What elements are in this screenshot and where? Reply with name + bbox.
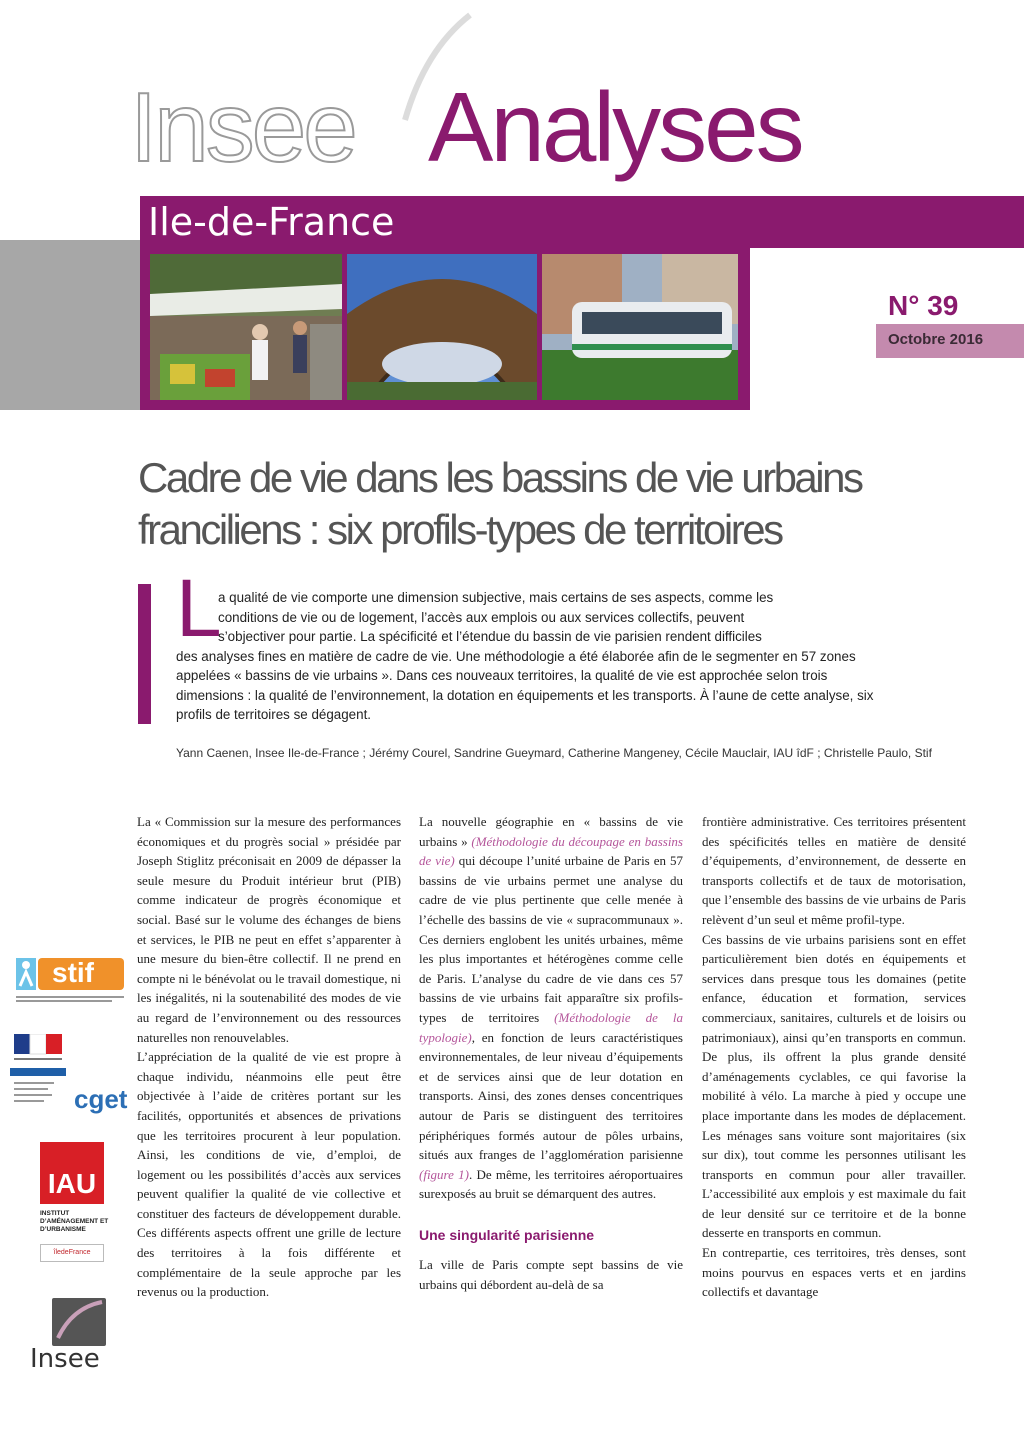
issue-date: Octobre 2016 bbox=[888, 331, 984, 348]
header-photo-strip bbox=[140, 248, 750, 410]
header-grey-band bbox=[0, 240, 140, 410]
iau-logo-subtitle: INSTITUT D’AMÉNAGEMENT ET D’URBANISME bbox=[40, 1210, 109, 1233]
market-photo bbox=[150, 254, 342, 400]
brand-insee: Insee bbox=[130, 72, 355, 182]
insee-logo-wordmark: Insee bbox=[30, 1344, 100, 1374]
col3-paragraph-3: En contrepartie, ces territoires, très denses, sont moins pourvus en espaces verts et en jardins collectifs et davantage bbox=[702, 1245, 966, 1300]
eiffel-tower-photo bbox=[347, 254, 537, 400]
col1-paragraph-2: L’appréciation de la qualité de vie est propre à chaque individu, néanmoins elle peut être objectivée à l’aide de critères portant sur les facilités, opportunités et absences de privations que les territoires procurent à leur population. Ainsi, les conditions de vie, d’emploi, de logement ou les possibilités d’accès aux services peuvent qualifier la qualité de vie collective et constituer des facteurs de développement durable. Ces différents aspects offrent une grille de lecture des territoires à la fois différente et complémentaire de la seule approche par les revenus ou la production. bbox=[137, 1049, 401, 1300]
stif-logo bbox=[16, 956, 124, 1009]
section-subheading: Une singularité parisienne bbox=[419, 1226, 595, 1243]
gouvernement-logo bbox=[10, 1034, 66, 1110]
col2-text: qui découpe l’unité urbaine de Paris en 57 bassins de vie urbains permet une analyse du cadre de vie plus pertinente que celle menée à l’échelle des bassins de vie « supracommunaux ». Ces derniers englobent les unités urbaines, même les plus importantes et hétérogènes comme celle de Paris. L’analyse du cadre de vie dans ces 57 bassins de vie urbains fait apparaître six profils-types de territoires bbox=[419, 853, 683, 1025]
lead-line-3: s’objectiver pour partie. La spécificité et l’étendue du bassin de vie parisien rendent difficiles bbox=[218, 629, 762, 644]
lead-line-2: conditions de vie ou de logement, l’accès aux emplois ou aux services collectifs, peuvent bbox=[218, 609, 745, 625]
region-label: Ile-de-France bbox=[148, 200, 395, 244]
lead-line-1: a qualité de vie comporte une dimension subjective, mais certains de ses aspects, comme les bbox=[218, 590, 774, 605]
figure-1-link[interactable]: (figure 1) bbox=[419, 1166, 469, 1182]
issue-number: N° 39 bbox=[888, 290, 959, 321]
column-1 bbox=[137, 812, 401, 1302]
col1-paragraph-1: La « Commission sur la mesure des performances économiques et du progrès social » présidée par Joseph Stiglitz préconisait en 2009 de dépasser la seule mesure du Produit intérieur brut (PIB) comme indicateur de progrès économique et social. Basé sur le volume des échanges de biens et services, le PIB ne peut en effet s’apparenter à une mesure du bien-être collectif. Il ne prend en compte ni le bénévolat ou le travail domestique, ni les inégalités, ni la soutenabilité des modes de vie au regard de l’environnement ou des ressources naturelles non renouvelables. bbox=[137, 814, 401, 1045]
col2-text: , en fonction de leurs caractéristiques environnementales, de leur niveau d’équipements et de services ainsi que de leur dotation en transports. Ainsi, des zones denses concentriques autour de Paris se distinguent des territoires périphériques formés autour de pôles urbains, situés aux franges de l’agglomération parisienne bbox=[419, 1029, 683, 1163]
authors: Yann Caenen, Insee Ile-de-France ; Jérémy Courel, Sandrine Gueymard, Catherine Mangeney, Cécile Mauclair, IAU îdF ; Christelle Paulo, Stif bbox=[176, 746, 932, 760]
insee-logo-icon bbox=[52, 1298, 106, 1346]
tram-photo bbox=[542, 254, 738, 400]
methodology-link[interactable]: (Méthodologie du découpage en bassins de vie) bbox=[419, 833, 683, 869]
col2-paragraph-2: La ville de Paris compte sept bassins de vie urbains qui débordent au-delà de sa bbox=[419, 1257, 683, 1293]
lead-rest: des analyses fines en matière de cadre de vie. Une méthodologie a été élaborée afin de le segmenter en 57 zones appelées « bassins de vie urbains ». Dans ces nouveaux territoires, la qualité de vie est approchée selon trois dimensions : la qualité de l’environnement, la dotation en équipements et les transports. À l’aune de cette analyse, six profils de territoires se dégagent. bbox=[176, 648, 874, 722]
col3-paragraph-2: Ces bassins de vie urbains parisiens sont en effet particulièrement bien dotés en équipements et services dans presque tous les domaines (petite enfance, éducation et formation, services commerciaux, sanitaires, culturels et de loisirs ou patrimoniaux), ainsi qu’en transports en commun. De plus, ils offrent la plus grande densité d’aménagements cyclables, ce qui favorise la mobilité à vélo. La marche à pied y occupe une place importante dans les modes de déplacement. Les ménages sans voiture sont majoritaires (six sur dix), tout comme les personnes utilisant les transports en commun pour aller travailler. L’accessibilité aux emplois y est maximale du fait de leur densité sur ce territoire et de la bonne desserte en transports en commun. bbox=[702, 931, 966, 1241]
article-title: Cadre de vie dans les bassins de vie urbains franciliens : six profils-types de territoires bbox=[138, 454, 862, 553]
column-3 bbox=[702, 812, 966, 1302]
col2-paragraph-1 bbox=[419, 812, 683, 1204]
stif-wordmark: stif bbox=[52, 957, 94, 988]
iledefrance-logo: îledeFrance bbox=[40, 1244, 104, 1262]
cget-logo: cget bbox=[74, 1084, 128, 1114]
column-2 bbox=[419, 812, 683, 1295]
col3-paragraph-1: frontière administrative. Ces territoires présentent des spécificités telles en matière de densité d’équipements, d’environnement, de desserte en transports collectifs et de taux de motorisation, que l’ensemble des bassins de vie urbains de Paris relèvent d’un seul et même profil-type. bbox=[702, 814, 966, 927]
lead-dropcap: L bbox=[176, 563, 222, 654]
brand-analyses: Analyses bbox=[428, 72, 802, 182]
col2-text: La nouvelle géographie en « bassins de vie urbains » bbox=[419, 814, 683, 849]
iau-logo: IAU bbox=[40, 1142, 104, 1204]
lead-paragraph bbox=[176, 588, 876, 725]
col2-text: . De même, les territoires aéroportuaires surexposés au bruit se démarquent des autres. bbox=[419, 1166, 683, 1202]
lead-accent-bar bbox=[138, 584, 151, 724]
typology-link[interactable]: (Méthodologie de la typologie) bbox=[419, 1009, 684, 1045]
